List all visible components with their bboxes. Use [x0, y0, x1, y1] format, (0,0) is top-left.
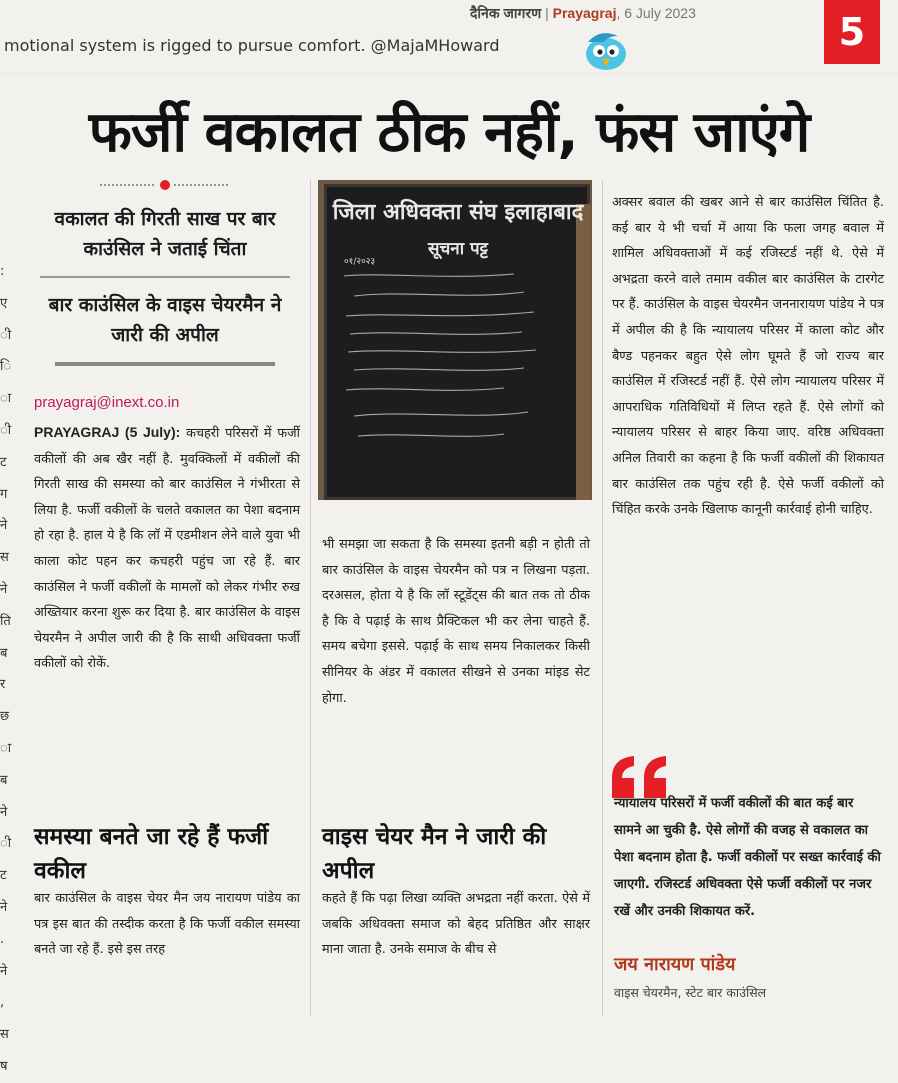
- clipped-char: ी: [0, 422, 12, 438]
- article-column-1: [34, 420, 300, 677]
- paper-name: दैनिक जागरण: [470, 5, 542, 21]
- clipped-char: ने: [0, 804, 8, 820]
- column-3-text: अक्सर बवाल की खबर आने से बार काउंसिल चिंतित है. कई बार ये भी चर्चा में आया कि फला जगह बवाल में शामिल अधिवक्ताओं में कई रजिस्टर्ड नहीं थे. ऐसे में अभद्रता करने वाले तमाम वकील बार काउंसिल के टारगेट पर हैं. काउंसिल के वाइस चेयरमैन जननारायण पांडेय ने पत्र में अपील की है कि न्यायालय परिसर में काला कोट और बैण्ड पहनकर बहुत ऐसे लोग घूमते हैं जो राज्य बार काउंसिल में रजिस्टर्ड नहीं हैं. ऐसे लोग न्यायालय परिसर में आपराधिक गतिविधियों में लिप्त रहते हैं. ऐसे लोगों को न्यायालय परिसर से बाहर किया जाए. वरिष्ठ अधिवक्ता अनिल तिवारी का कहना है कि फर्जी वकीलों की शिकायत बार काउंसिल तक पहुंच रही है. ऐसे फर्जी वकीलों को चिंहित करके उनके खिलाफ कानूनी कार्रवाई होनी चाहिए.: [612, 195, 884, 518]
- subheading-2: बार काउंसिल के वाइस चेयरमैन ने जारी की अपील: [48, 294, 282, 346]
- clipped-char: ने: [0, 581, 8, 597]
- clipped-char: ष: [0, 1058, 8, 1074]
- column-gutter: [602, 180, 603, 1016]
- section-1-text: बार काउंसिल के वाइस चेयर मैन जय नारायण पांडेय का पत्र इस बात की तस्दीक करता है कि फर्जी वकील समस्या बनते जा रहे हैं. इसे इस तरह: [34, 891, 300, 958]
- clipped-char: ,: [0, 995, 5, 1011]
- board-title: जिला अधिवक्ता संघ इलाहाबाद: [332, 200, 584, 225]
- headline: फर्जी वकालत ठीक नहीं, फंस जाएंगे: [88, 100, 810, 165]
- section-heading-1: समस्या बनते जा रहे हैं फर्जी वकील: [34, 824, 269, 884]
- column-2-text: भी समझा जा सकता है कि समस्या इतनी बड़ी न होती तो बार काउंसिल के वाइस चेयरमैन को पत्र न लिखना पड़ता. दरअसल, होता ये है कि लॉ स्टूडेंट्स की बात तक तो ठीक है कि वे पढ़ाई के साथ प्रैक्टिकल भी कर लेना चाहते हैं. समय बचेगा इससे. पढ़ाई के साथ समय निकालकर किसी सीनियर के अंडर में वकालत सीखने से उनका मांइड सेट होगा.: [322, 537, 590, 706]
- subhead-divider: [40, 276, 290, 278]
- bird-mascot-icon: [578, 28, 634, 72]
- clipped-char: ग: [0, 486, 8, 502]
- tweet-text: motional system is rigged to pursue comfort.: [4, 36, 366, 55]
- clipped-char: ा: [0, 740, 12, 756]
- tweet-handle: @MajaMHoward: [370, 36, 500, 55]
- subhead-divider-bold: [55, 362, 275, 366]
- page-number-badge: 5: [824, 0, 880, 64]
- clipped-char: ा: [0, 391, 12, 407]
- column-1-text: कचहरी परिसरों में फर्जी वकीलों की अब खैर नहीं है. मुवक्किलों में वकीलों की गिरती साख की समस्या को बार काउंसिल ने गंभीरता से लिया है. फर्जी वकीलों के चलते वकालत का पेशा बदनाम हो रहा है. हाल ये है कि लॉ में एडमीशन लेने वाले युवा भी काला कोट पहन कर कचहरी पहुंच जा रहे हैं. बार काउंसिल ने फर्जी वकीलों के मामलों को लेकर गंभीर रुख अख्तियार करना शुरू कर दिया है. बार काउंसिल के वाइस चेयरमैन ने अपील जारी की है कि साथी अधिवक्ता फर्जी वकीलों को रोकें.: [34, 426, 300, 672]
- subheading-1: वकालत की गिरती साख पर बार काउंसिल ने जताई चिंता: [54, 208, 276, 260]
- clipped-char: ने: [0, 899, 8, 915]
- pull-quote-text: न्यायालय परिसरों में फर्जी वकीलों की बात कई बार सामने आ चुकी है. ऐसे लोगों की वजह से वकालत का पेशा बदनाम होता है. फर्जी वकीलों पर सख्त कार्रवाई की जाएगी. रजिस्टर्ड अधिवक्ता ऐसे फर्जी वकीलों पर नजर रखें और उनकी शिकायत करें.: [614, 796, 881, 919]
- article-column-2: [322, 532, 590, 711]
- page-edge: [0, 72, 898, 76]
- column-gutter: [310, 180, 311, 1016]
- notice-board-photo: [324, 184, 590, 500]
- section-heading-2: वाइस चेयर मैन ने जारी की अपील: [322, 824, 547, 884]
- ornament-divider: [100, 178, 230, 192]
- quote-author-designation: वाइस चेयरमैन, स्टेट बार काउंसिल: [614, 985, 767, 1000]
- clipped-char: .: [0, 931, 5, 947]
- clipped-char: ि: [0, 359, 12, 375]
- clipped-char: ए: [0, 295, 8, 311]
- clipped-char: छ: [0, 709, 10, 725]
- clipped-char: ने: [0, 518, 8, 534]
- masthead-info: दैनिक जागरण | Prayagraj, 6 July 2023: [470, 5, 696, 21]
- clipped-char: :: [0, 264, 5, 279]
- clipped-char: ब: [0, 645, 8, 661]
- clipped-char: र: [0, 677, 6, 693]
- edition-date: 6 July 2023: [624, 5, 696, 21]
- clipped-column-chars: [0, 256, 16, 1083]
- clipped-char: ी: [0, 836, 12, 852]
- tweet-banner: [4, 36, 564, 62]
- city-name: Prayagraj: [552, 5, 617, 21]
- board-subtitle: सूचना पट्ट: [427, 239, 488, 259]
- clipped-char: स: [0, 1027, 9, 1043]
- dateline: PRAYAGRAJ (5 July):: [34, 424, 181, 440]
- clipped-char: स: [0, 550, 9, 566]
- clipped-char: ने: [0, 963, 8, 979]
- board-date-mark: ०१/२०२३: [344, 257, 376, 267]
- article-column-3: [612, 190, 884, 523]
- quote-author-name: जय नारायण पांडेय: [614, 954, 736, 975]
- clipped-char: ट: [0, 868, 7, 884]
- clipped-char: ति: [0, 613, 11, 629]
- contact-email: prayagraj@inext.co.in: [34, 394, 180, 411]
- clipped-char: ट: [0, 454, 7, 470]
- section-2-text: कहते हैं कि पढ़ा लिखा व्यक्ति अभद्रता नहीं करता. ऐसे में जबकि अधिवक्ता समाज को बेहद प्रतिष्ठित और साक्षर माना जाता है. उनके समाज के बीच से: [322, 891, 590, 958]
- clipped-char: ी: [0, 327, 12, 343]
- clipped-char: ब: [0, 772, 8, 788]
